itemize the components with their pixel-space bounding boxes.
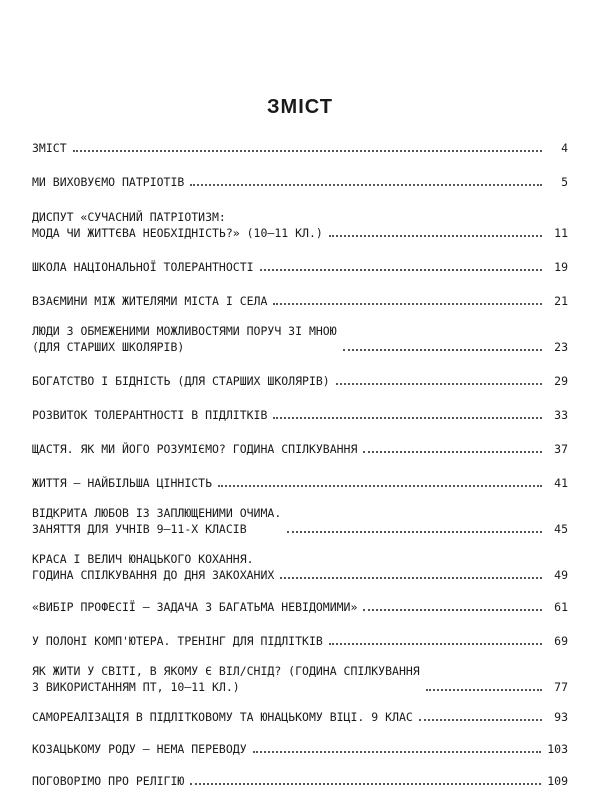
- toc-entry-title-line: (ДЛЯ СТАРШИХ ШКОЛЯРІВ): [32, 340, 185, 354]
- toc-entry: [32, 741, 568, 757]
- toc-entry-title: [32, 407, 267, 423]
- toc-entry-title-line: МОДА ЧИ ЖИТТЄВА НЕОБХІДНІСТЬ?» (10–11 КЛ.): [32, 226, 323, 240]
- toc-entry-title-line: ЩАСТЯ. ЯК МИ ЙОГО РОЗУМІЄМО? ГОДИНА СПІЛКУВАННЯ: [32, 442, 358, 456]
- toc-page-number: 61: [554, 600, 568, 614]
- toc-entry-title: [32, 259, 254, 275]
- toc-entry: [32, 663, 568, 695]
- dot-leader: [426, 689, 542, 691]
- toc-entry: [32, 551, 568, 583]
- toc-page-number: 33: [554, 408, 568, 422]
- toc-entry-title-line: «ВИБІР ПРОФЕСІЇ — ЗАДАЧА З БАГАТЬМА НЕВІДОМИМИ»: [32, 600, 358, 614]
- dot-leader: [273, 303, 542, 305]
- toc-entry-title-line: РОЗВИТОК ТОЛЕРАНТНОСТІ В ПІДЛІТКІВ: [32, 408, 268, 422]
- toc-page-number: 41: [554, 476, 568, 490]
- toc-entry-title: [32, 599, 357, 615]
- toc-entry-title-line: ЗАНЯТТЯ ДЛЯ УЧНІВ 9–11-Х КЛАСІВ: [32, 522, 247, 536]
- toc-entry-title: [32, 373, 330, 389]
- table-of-contents: [32, 140, 568, 789]
- toc-page-number: 23: [554, 340, 568, 354]
- dot-leader: [280, 577, 542, 579]
- toc-page-number: 93: [554, 710, 568, 724]
- toc-entry-title: [32, 551, 274, 583]
- toc-entry-title-line: ШКОЛА НАЦІОНАЛЬНОЇ ТОЛЕРАНТНОСТІ: [32, 260, 254, 274]
- dot-leader: [287, 531, 542, 533]
- dot-leader: [260, 269, 542, 271]
- toc-page-number: 5: [561, 175, 568, 189]
- toc-page-number: 109: [547, 774, 568, 788]
- dot-leader: [419, 719, 542, 721]
- toc-entry-title-line: МИ ВИХОВУЄМО ПАТРІОТІВ: [32, 175, 185, 189]
- toc-entry-title-line: ЛЮДИ З ОБМЕЖЕНИМИ МОЖЛИВОСТЯМИ ПОРУЧ ЗІ МНОЮ: [32, 324, 337, 338]
- toc-entry: [32, 174, 568, 190]
- toc-entry-title-line: З ВИКОРИСТАННЯМ ПТ, 10–11 КЛ.): [32, 680, 240, 694]
- toc-entry-title: [32, 773, 184, 789]
- toc-page-number: 77: [554, 680, 568, 694]
- page-title: ЗМІСТ: [267, 96, 333, 118]
- toc-entry-title: [32, 441, 357, 457]
- dot-leader: [329, 235, 542, 237]
- toc-page-number: 21: [554, 294, 568, 308]
- toc-entry-title-line: ПОГОВОРІМО ПРО РЕЛІГІЮ: [32, 774, 185, 788]
- toc-entry-title-line: ВЗАЄМИНИ МІЖ ЖИТЕЛЯМИ МІСТА І СЕЛА: [32, 294, 268, 308]
- toc-entry-title-line: БОГАТСТВО І БІДНІСТЬ (ДЛЯ СТАРШИХ ШКОЛЯРІВ): [32, 374, 330, 388]
- toc-page-number: 49: [554, 568, 568, 582]
- dot-leader: [73, 150, 542, 152]
- toc-entry: [32, 599, 568, 615]
- toc-entry-title: [32, 174, 184, 190]
- toc-entry: [32, 709, 568, 725]
- toc-page-number: 19: [554, 260, 568, 274]
- dot-leader: [329, 643, 542, 645]
- toc-entry: [32, 259, 568, 275]
- dot-leader: [190, 783, 541, 785]
- toc-entry: [32, 140, 568, 156]
- toc-page-number: 11: [554, 226, 568, 240]
- toc-entry: [32, 475, 568, 491]
- toc-entry-title-line: ДИСПУТ «СУЧАСНИЙ ПАТРІОТИЗМ:: [32, 210, 226, 224]
- toc-entry: [32, 773, 568, 789]
- toc-page-number: 37: [554, 442, 568, 456]
- toc-page-number: 69: [554, 634, 568, 648]
- toc-entry-title-line: ЯК ЖИТИ У СВІТІ, В ЯКОМУ Є ВІЛ/СНІД? (ГОДИНА СПІЛКУВАННЯ: [32, 664, 420, 678]
- dot-leader: [363, 451, 542, 453]
- dot-leader: [273, 417, 542, 419]
- toc-entry-title: [32, 505, 281, 537]
- toc-page-number: 103: [547, 742, 568, 756]
- toc-entry: [32, 293, 568, 309]
- toc-entry-title-line: КОЗАЦЬКОМУ РОДУ — НЕМА ПЕРЕВОДУ: [32, 742, 247, 756]
- dot-leader: [190, 184, 542, 186]
- toc-entry-title-line: ЖИТТЯ — НАЙБІЛЬША ЦІННІСТЬ: [32, 476, 213, 490]
- dot-leader: [336, 383, 542, 385]
- toc-entry-title: [32, 633, 323, 649]
- toc-entry-title-line: ВІДКРИТА ЛЮБОВ ІЗ ЗАПЛЮЩЕНИМИ ОЧИМА.: [32, 506, 282, 520]
- toc-entry-title: [32, 709, 413, 725]
- toc-entry-title: [32, 323, 337, 355]
- toc-entry-title: [32, 475, 212, 491]
- toc-page-number: 29: [554, 374, 568, 388]
- toc-entry: [32, 323, 568, 355]
- toc-entry-title: [32, 140, 67, 156]
- toc-entry-title-line: САМОРЕАЛІЗАЦІЯ В ПІДЛІТКОВОМУ ТА ЮНАЦЬКОМУ ВІЦІ. 9 КЛАС: [32, 710, 413, 724]
- toc-entry-title: [32, 663, 420, 695]
- dot-leader: [218, 485, 542, 487]
- toc-entry: [32, 373, 568, 389]
- toc-entry-title-line: КРАСА І ВЕЛИЧ ЮНАЦЬКОГО КОХАННЯ.: [32, 552, 254, 566]
- dot-leader: [363, 609, 542, 611]
- toc-entry: [32, 633, 568, 649]
- toc-entry: [32, 505, 568, 537]
- toc-entry: [32, 209, 568, 241]
- dot-leader: [343, 349, 542, 351]
- toc-entry: [32, 407, 568, 423]
- toc-entry-title: [32, 741, 247, 757]
- toc-entry-title-line: У ПОЛОНІ КОМП'ЮТЕРА. ТРЕНІНГ ДЛЯ ПІДЛІТКІВ: [32, 634, 323, 648]
- toc-entry-title-line: ЗМІСТ: [32, 141, 67, 155]
- toc-entry-title-line: ГОДИНА СПІЛКУВАННЯ ДО ДНЯ ЗАКОХАНИХ: [32, 568, 275, 582]
- toc-entry-title: [32, 209, 323, 241]
- toc-entry-title: [32, 293, 267, 309]
- toc-page-number: 4: [561, 141, 568, 155]
- toc-entry: [32, 441, 568, 457]
- dot-leader: [253, 751, 542, 753]
- toc-page-number: 45: [554, 522, 568, 536]
